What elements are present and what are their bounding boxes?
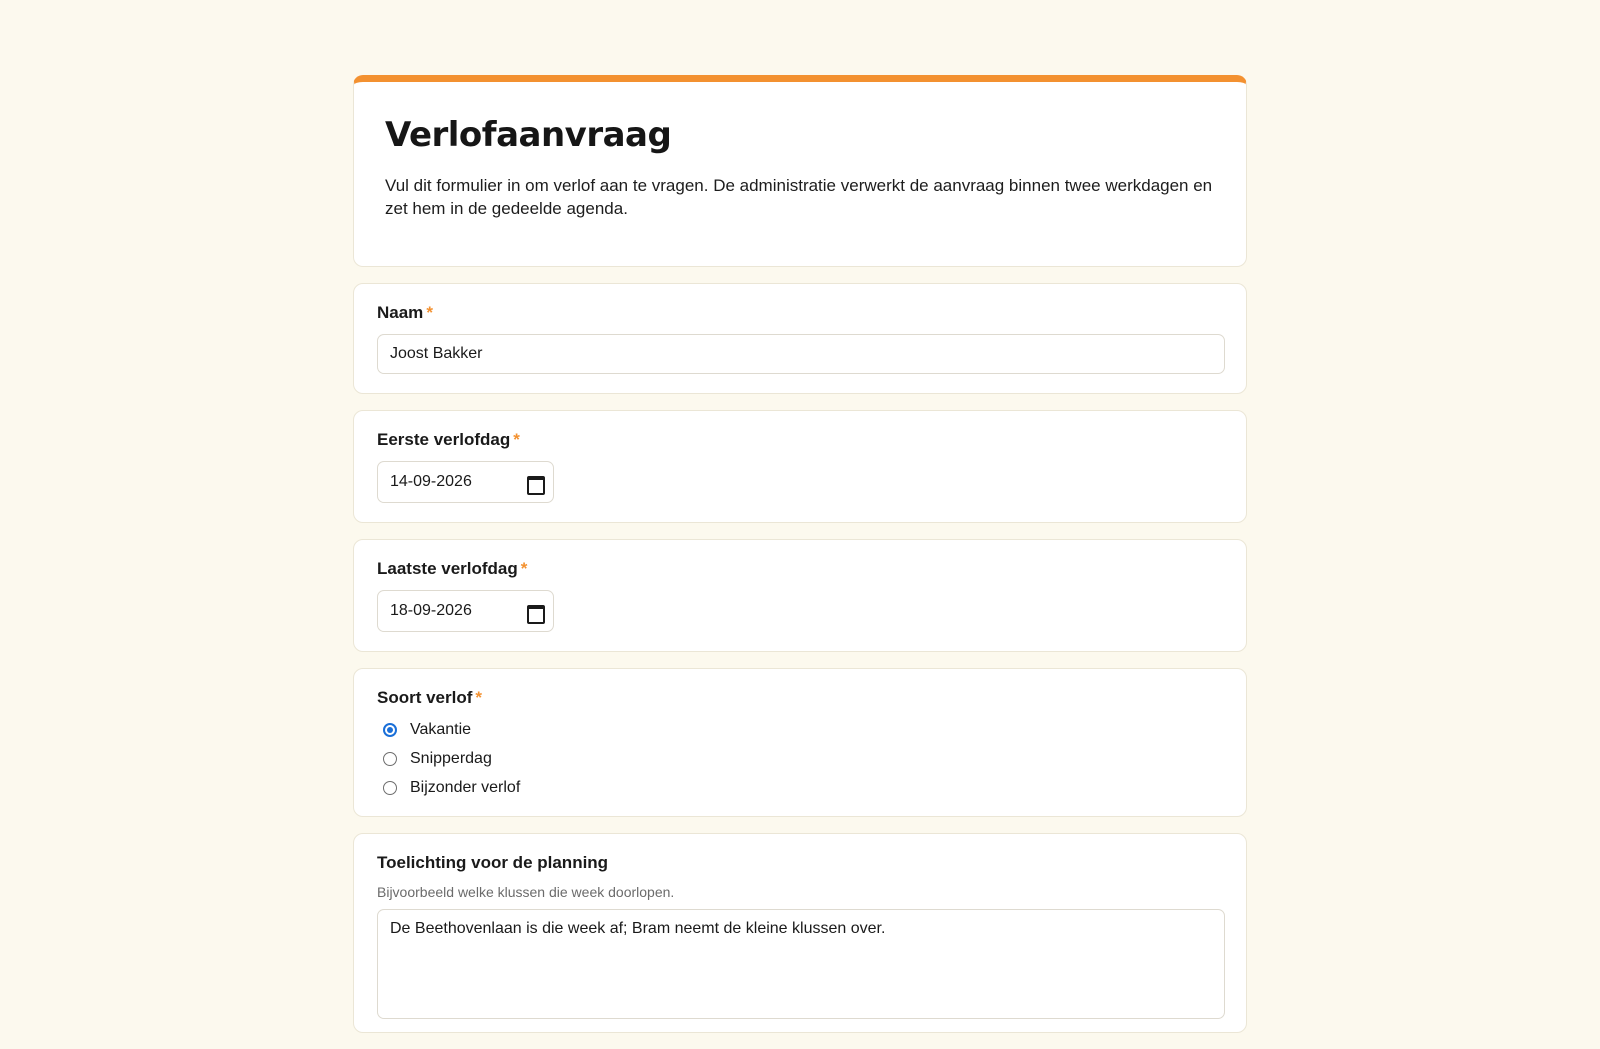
radio-button[interactable] [383, 752, 397, 766]
question-label [377, 302, 1223, 324]
first-day-label: Eerste verlofdag [377, 430, 511, 449]
question-name [353, 283, 1247, 394]
last-day-label: Laatste verlofdag [377, 559, 518, 578]
first-day-date-input[interactable] [377, 461, 554, 503]
calendar-icon[interactable] [527, 604, 541, 618]
question-last-day [353, 539, 1247, 652]
notes-value: De Beethovenlaan is die week af; Bram neemt de kleine klussen over. [390, 920, 886, 937]
radio-option-snipperdag[interactable] [377, 744, 1223, 773]
question-label [377, 429, 1223, 451]
form-container [353, 75, 1247, 1049]
last-day-value: 18-09-2026 [390, 602, 472, 619]
form-header-card [353, 75, 1247, 267]
last-day-date-input[interactable] [377, 590, 554, 632]
leave-type-options [377, 715, 1223, 802]
required-asterisk: * [513, 430, 520, 449]
required-asterisk: * [520, 559, 528, 578]
form-description: Vul dit formulier in om verlof aan te vragen. De administratie verwerkt de aanvraag binnen twee werkdagen en zet hem in de gedeelde agenda. [385, 176, 1213, 218]
notes-hint: Bijvoorbeeld welke klussen die week doorlopen. [377, 884, 675, 900]
calendar-icon[interactable] [527, 475, 541, 489]
radio-label[interactable]: Vakantie [410, 720, 472, 738]
name-label: Naam [377, 303, 424, 322]
radio-button-checked[interactable] [383, 723, 397, 737]
first-day-value: 14-09-2026 [390, 473, 472, 490]
radio-option-bijzonder-verlof[interactable] [377, 773, 1223, 802]
question-leave-type [353, 668, 1247, 817]
question-label [377, 687, 1223, 709]
notes-textarea[interactable] [377, 909, 1225, 1019]
radio-label[interactable]: Bijzonder verlof [410, 778, 521, 796]
notes-label: Toelichting voor de planning [377, 853, 609, 872]
name-input[interactable] [377, 334, 1225, 374]
required-asterisk: * [426, 303, 433, 322]
radio-option-vakantie[interactable] [377, 715, 1223, 744]
question-label [377, 558, 1223, 580]
question-first-day [353, 410, 1247, 523]
leave-type-label: Soort verlof [377, 688, 473, 707]
form-title: Verlofaanvraag [385, 115, 672, 155]
radio-label[interactable]: Snipperdag [410, 749, 492, 767]
question-notes [353, 833, 1247, 1033]
name-input-value: Joost Bakker [390, 345, 483, 362]
radio-button[interactable] [383, 781, 397, 795]
required-asterisk: * [475, 688, 483, 707]
